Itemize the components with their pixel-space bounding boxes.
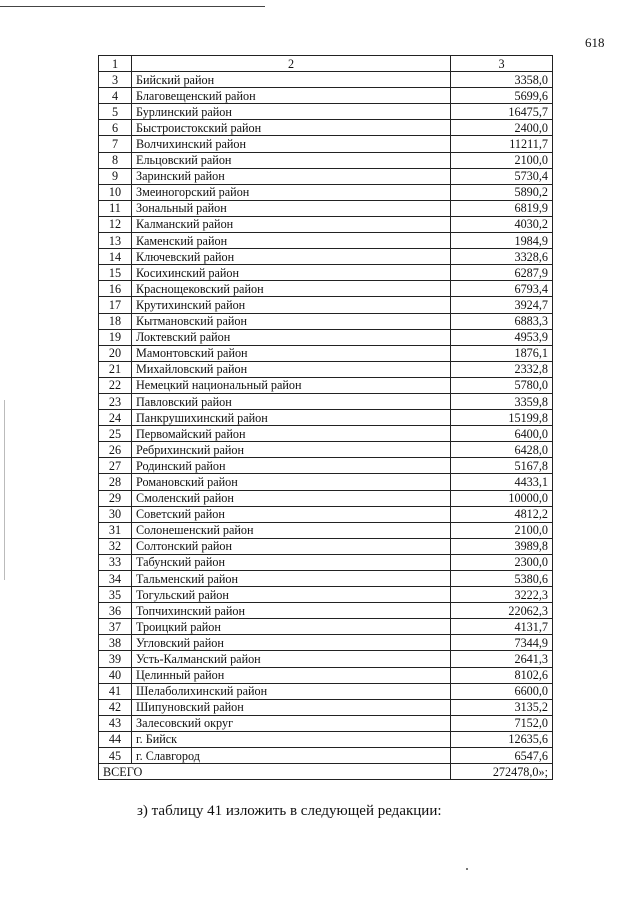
table-row	[99, 345, 553, 361]
district-name-cell: Советский район	[132, 506, 451, 522]
row-number-cell: 15	[99, 265, 132, 281]
row-number-cell: 16	[99, 281, 132, 297]
row-number-cell: 12	[99, 216, 132, 232]
district-name-cell: Немецкий национальный район	[132, 377, 451, 393]
row-number-cell: 39	[99, 651, 132, 667]
row-number-cell: 37	[99, 619, 132, 635]
table-row	[99, 571, 553, 587]
district-name-cell: Калманский район	[132, 216, 451, 232]
header-cell-name: 2	[132, 56, 451, 72]
row-number-cell: 45	[99, 748, 132, 764]
amount-cell: 3358,0	[451, 72, 553, 88]
amount-cell: 3359,8	[451, 393, 553, 409]
amount-cell: 5167,8	[451, 458, 553, 474]
table-row	[99, 249, 553, 265]
table-row	[99, 216, 553, 232]
district-name-cell: Быстроистокский район	[132, 120, 451, 136]
amount-cell: 4131,7	[451, 619, 553, 635]
row-number-cell: 42	[99, 699, 132, 715]
table-row	[99, 506, 553, 522]
amount-cell: 7344,9	[451, 635, 553, 651]
amount-cell: 5890,2	[451, 184, 553, 200]
amount-cell: 2100,0	[451, 152, 553, 168]
table-row	[99, 136, 553, 152]
table-row	[99, 699, 553, 715]
amount-cell: 10000,0	[451, 490, 553, 506]
row-number-cell: 44	[99, 731, 132, 747]
amount-cell: 6600,0	[451, 683, 553, 699]
table-row	[99, 683, 553, 699]
district-name-cell: Шелаболихинский район	[132, 683, 451, 699]
district-name-cell: Родинский район	[132, 458, 451, 474]
row-number-cell: 19	[99, 329, 132, 345]
table-row	[99, 635, 553, 651]
row-number-cell: 28	[99, 474, 132, 490]
table-row	[99, 522, 553, 538]
table-row	[99, 426, 553, 442]
row-number-cell: 26	[99, 442, 132, 458]
amount-cell: 3328,6	[451, 249, 553, 265]
table-row	[99, 361, 553, 377]
district-name-cell: Заринский район	[132, 168, 451, 184]
header-cell-number: 1	[99, 56, 132, 72]
district-name-cell: Целинный район	[132, 667, 451, 683]
district-name-cell: Усть-Калманский район	[132, 651, 451, 667]
amount-cell: 2332,8	[451, 361, 553, 377]
district-name-cell: Топчихинский район	[132, 603, 451, 619]
district-name-cell: Бурлинский район	[132, 104, 451, 120]
row-number-cell: 40	[99, 667, 132, 683]
table-row	[99, 152, 553, 168]
row-number-cell: 4	[99, 88, 132, 104]
district-name-cell: Залесовский округ	[132, 715, 451, 731]
table-row	[99, 410, 553, 426]
table-total-row	[99, 764, 553, 780]
district-name-cell: Тальменский район	[132, 571, 451, 587]
table-row	[99, 88, 553, 104]
row-number-cell: 5	[99, 104, 132, 120]
district-name-cell: Шипуновский район	[132, 699, 451, 715]
row-number-cell: 34	[99, 571, 132, 587]
table-row	[99, 554, 553, 570]
row-number-cell: 9	[99, 168, 132, 184]
amount-cell: 4812,2	[451, 506, 553, 522]
district-name-cell: Смоленский район	[132, 490, 451, 506]
table-row	[99, 200, 553, 216]
row-number-cell: 14	[99, 249, 132, 265]
table-row	[99, 233, 553, 249]
district-name-cell: Каменский район	[132, 233, 451, 249]
table-row	[99, 490, 553, 506]
row-number-cell: 11	[99, 200, 132, 216]
row-number-cell: 25	[99, 426, 132, 442]
district-name-cell: Бийский район	[132, 72, 451, 88]
table-row	[99, 184, 553, 200]
amount-cell: 6793,4	[451, 281, 553, 297]
scan-margin-mark	[4, 400, 5, 580]
row-number-cell: 20	[99, 345, 132, 361]
row-number-cell: 24	[99, 410, 132, 426]
amount-cell: 11211,7	[451, 136, 553, 152]
amount-cell: 6428,0	[451, 442, 553, 458]
amount-cell: 3924,7	[451, 297, 553, 313]
district-name-cell: Кытмановский район	[132, 313, 451, 329]
row-number-cell: 6	[99, 120, 132, 136]
district-name-cell: Михайловский район	[132, 361, 451, 377]
row-number-cell: 32	[99, 538, 132, 554]
row-number-cell: 31	[99, 522, 132, 538]
total-value: 272478,0»;	[451, 764, 553, 780]
district-name-cell: Зональный район	[132, 200, 451, 216]
amount-cell: 22062,3	[451, 603, 553, 619]
district-name-cell: Косихинский район	[132, 265, 451, 281]
row-number-cell: 27	[99, 458, 132, 474]
amount-cell: 2400,0	[451, 120, 553, 136]
top-rule	[0, 6, 265, 7]
amount-cell: 6287,9	[451, 265, 553, 281]
total-label: ВСЕГО	[99, 764, 451, 780]
table-row	[99, 120, 553, 136]
row-number-cell: 30	[99, 506, 132, 522]
amount-cell: 8102,6	[451, 667, 553, 683]
district-name-cell: г. Бийск	[132, 731, 451, 747]
row-number-cell: 36	[99, 603, 132, 619]
table-row	[99, 538, 553, 554]
district-name-cell: Угловский район	[132, 635, 451, 651]
amount-cell: 4433,1	[451, 474, 553, 490]
budget-table	[98, 55, 553, 780]
row-number-cell: 35	[99, 587, 132, 603]
table-row	[99, 168, 553, 184]
row-number-cell: 10	[99, 184, 132, 200]
amount-cell: 6400,0	[451, 426, 553, 442]
district-name-cell: Локтевский район	[132, 329, 451, 345]
table-row	[99, 667, 553, 683]
table-row	[99, 587, 553, 603]
row-number-cell: 17	[99, 297, 132, 313]
row-number-cell: 23	[99, 393, 132, 409]
amount-cell: 7152,0	[451, 715, 553, 731]
amount-cell: 4030,2	[451, 216, 553, 232]
amount-cell: 16475,7	[451, 104, 553, 120]
row-number-cell: 18	[99, 313, 132, 329]
table-row	[99, 377, 553, 393]
amount-cell: 3135,2	[451, 699, 553, 715]
district-name-cell: Краснощековский район	[132, 281, 451, 297]
table-row	[99, 748, 553, 764]
district-name-cell: Павловский район	[132, 393, 451, 409]
district-name-cell: Змеиногорский район	[132, 184, 451, 200]
table-row	[99, 715, 553, 731]
table-row	[99, 731, 553, 747]
amount-cell: 2300,0	[451, 554, 553, 570]
district-name-cell: Тогульский район	[132, 587, 451, 603]
table-row	[99, 474, 553, 490]
row-number-cell: 33	[99, 554, 132, 570]
row-number-cell: 22	[99, 377, 132, 393]
table-header-row	[99, 56, 553, 72]
amount-cell: 5780,0	[451, 377, 553, 393]
row-number-cell: 38	[99, 635, 132, 651]
table-row	[99, 313, 553, 329]
row-number-cell: 29	[99, 490, 132, 506]
district-name-cell: Ельцовский район	[132, 152, 451, 168]
amount-cell: 12635,6	[451, 731, 553, 747]
row-number-cell: 13	[99, 233, 132, 249]
table-row	[99, 329, 553, 345]
page-number: 618	[585, 35, 605, 50]
district-name-cell: Благовещенский район	[132, 88, 451, 104]
table-row	[99, 265, 553, 281]
table-row	[99, 603, 553, 619]
district-name-cell: Солтонский район	[132, 538, 451, 554]
row-number-cell: 43	[99, 715, 132, 731]
table-row	[99, 393, 553, 409]
table-row	[99, 72, 553, 88]
amount-cell: 1876,1	[451, 345, 553, 361]
row-number-cell: 8	[99, 152, 132, 168]
row-number-cell: 3	[99, 72, 132, 88]
amount-cell: 6883,3	[451, 313, 553, 329]
district-name-cell: Троицкий район	[132, 619, 451, 635]
amount-cell: 5380,6	[451, 571, 553, 587]
table-row	[99, 458, 553, 474]
amount-cell: 6819,9	[451, 200, 553, 216]
table-row	[99, 619, 553, 635]
amount-cell: 3222,3	[451, 587, 553, 603]
district-name-cell: Ребрихинский район	[132, 442, 451, 458]
table-row	[99, 297, 553, 313]
district-name-cell: Романовский район	[132, 474, 451, 490]
district-name-cell: г. Славгород	[132, 748, 451, 764]
table-row	[99, 442, 553, 458]
district-name-cell: Мамонтовский район	[132, 345, 451, 361]
amount-cell: 1984,9	[451, 233, 553, 249]
district-name-cell: Первомайский район	[132, 426, 451, 442]
district-name-cell: Крутихинский район	[132, 297, 451, 313]
amount-cell: 2100,0	[451, 522, 553, 538]
row-number-cell: 41	[99, 683, 132, 699]
amount-cell: 3989,8	[451, 538, 553, 554]
header-cell-amount: 3	[451, 56, 553, 72]
amount-cell: 6547,6	[451, 748, 553, 764]
amendment-instruction: з) таблицу 41 изложить в следующей редакции:	[137, 803, 442, 819]
table-row	[99, 104, 553, 120]
district-name-cell: Солонешенский район	[132, 522, 451, 538]
amount-cell: 2641,3	[451, 651, 553, 667]
table-row	[99, 651, 553, 667]
district-name-cell: Табунский район	[132, 554, 451, 570]
district-name-cell: Волчихинский район	[132, 136, 451, 152]
row-number-cell: 21	[99, 361, 132, 377]
district-name-cell: Панкрушихинский район	[132, 410, 451, 426]
table-row	[99, 281, 553, 297]
amount-cell: 15199,8	[451, 410, 553, 426]
amount-cell: 4953,9	[451, 329, 553, 345]
amount-cell: 5699,6	[451, 88, 553, 104]
scan-speck	[466, 868, 468, 870]
district-name-cell: Ключевский район	[132, 249, 451, 265]
row-number-cell: 7	[99, 136, 132, 152]
amount-cell: 5730,4	[451, 168, 553, 184]
